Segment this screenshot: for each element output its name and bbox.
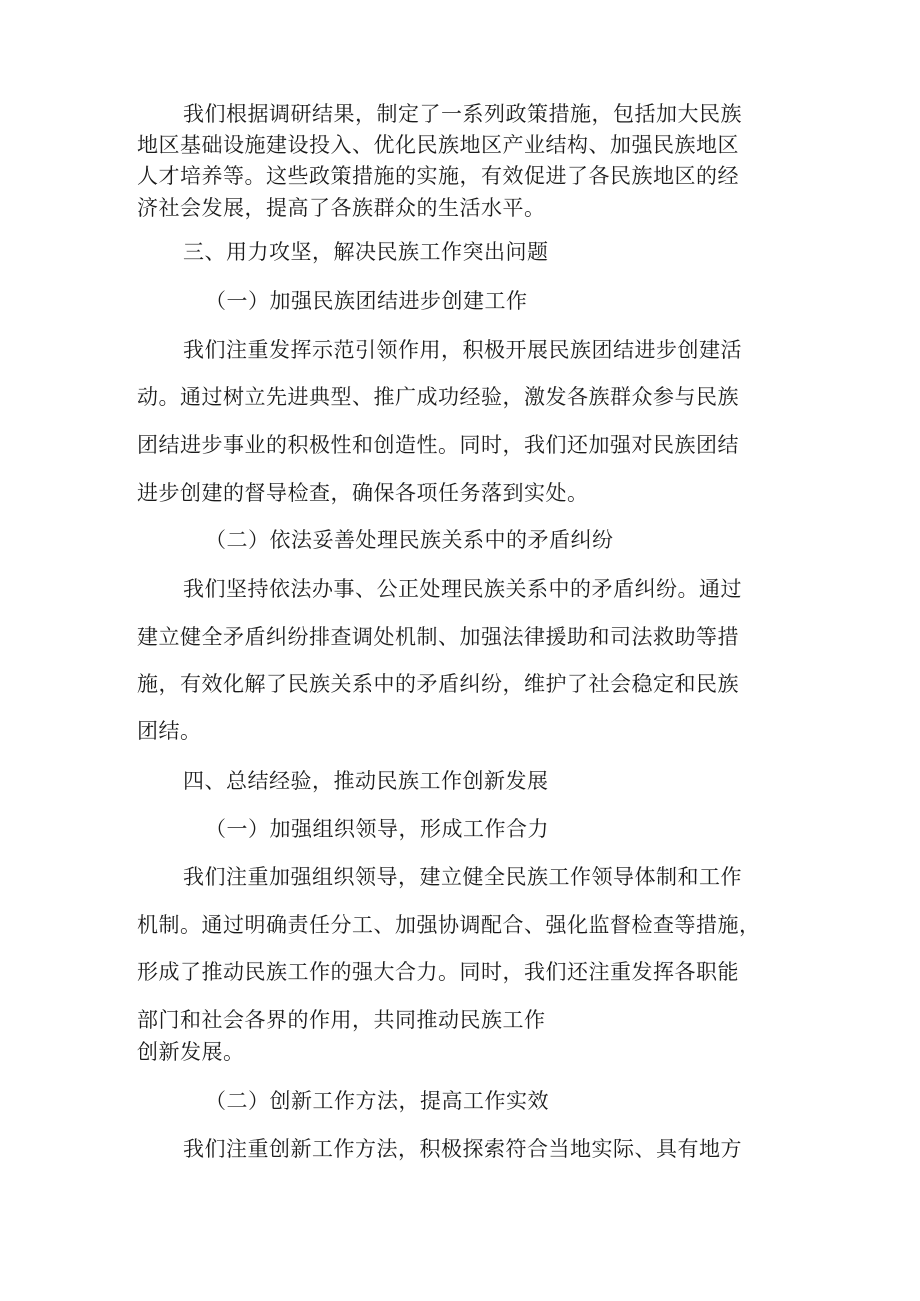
paragraph-line: 形成了推动民族工作的强大合力。同时，我们还注重发挥各职能 [137, 960, 739, 984]
paragraph-line: 我们注重加强组织领导，建立健全民族工作领导体制和工作 [183, 865, 742, 889]
paragraph-line: 创新发展。 [137, 1040, 245, 1064]
paragraph-line: 进步创建的督导检查，确保各项任务落到实处。 [137, 481, 589, 505]
section-heading: 三、用力攻坚，解决民族工作突出问题 [183, 240, 549, 264]
paragraph-line: 人才培养等。这些政策措施的实施，有效促进了各民族地区的经 [137, 164, 739, 188]
paragraph-line: 我们注重创新工作方法，积极探索符合当地实际、具有地方 [183, 1137, 742, 1161]
paragraph-line: 部门和社会各界的作用，共同推动民族工作 [137, 1008, 546, 1032]
paragraph-line: 建立健全矛盾纠纷排查调处机制、加强法律援助和司法救助等措 [137, 625, 739, 649]
paragraph-line: 地区基础设施建设投入、优化民族地区产业结构、加强民族地区 [137, 133, 739, 157]
paragraph-line: 我们坚持依法办事、公正处理民族关系中的矛盾纠纷。通过 [183, 577, 742, 601]
section-heading: 四、总结经验，推动民族工作创新发展 [183, 769, 549, 793]
paragraph-line: 团结。 [137, 719, 202, 743]
subsection-heading: （一）加强民族团结进步创建工作 [205, 289, 528, 313]
subsection-heading: （二）依法妥善处理民族关系中的矛盾纠纷 [205, 528, 614, 552]
paragraph-line: 动。通过树立先进典型、推广成功经验，激发各族群众参与民族 [137, 385, 739, 409]
paragraph-line: 机制。通过明确责任分工、加强协调配合、强化监督检查等措施， [137, 913, 761, 937]
paragraph-line: 团结进步事业的积极性和创造性。同时，我们还加强对民族团结 [137, 433, 739, 457]
paragraph-line: 我们根据调研结果，制定了一系列政策措施，包括加大民族 [183, 102, 742, 126]
paragraph-line: 施，有效化解了民族关系中的矛盾纠纷，维护了社会稳定和民族 [137, 672, 739, 696]
paragraph-line: 我们注重发挥示范引领作用，积极开展民族团结进步创建活 [183, 338, 742, 362]
subsection-heading: （一）加强组织领导，形成工作合力 [205, 817, 549, 841]
subsection-heading: （二）创新工作方法，提高工作实效 [205, 1089, 549, 1113]
paragraph-line: 济社会发展，提高了各族群众的生活水平。 [137, 196, 546, 220]
